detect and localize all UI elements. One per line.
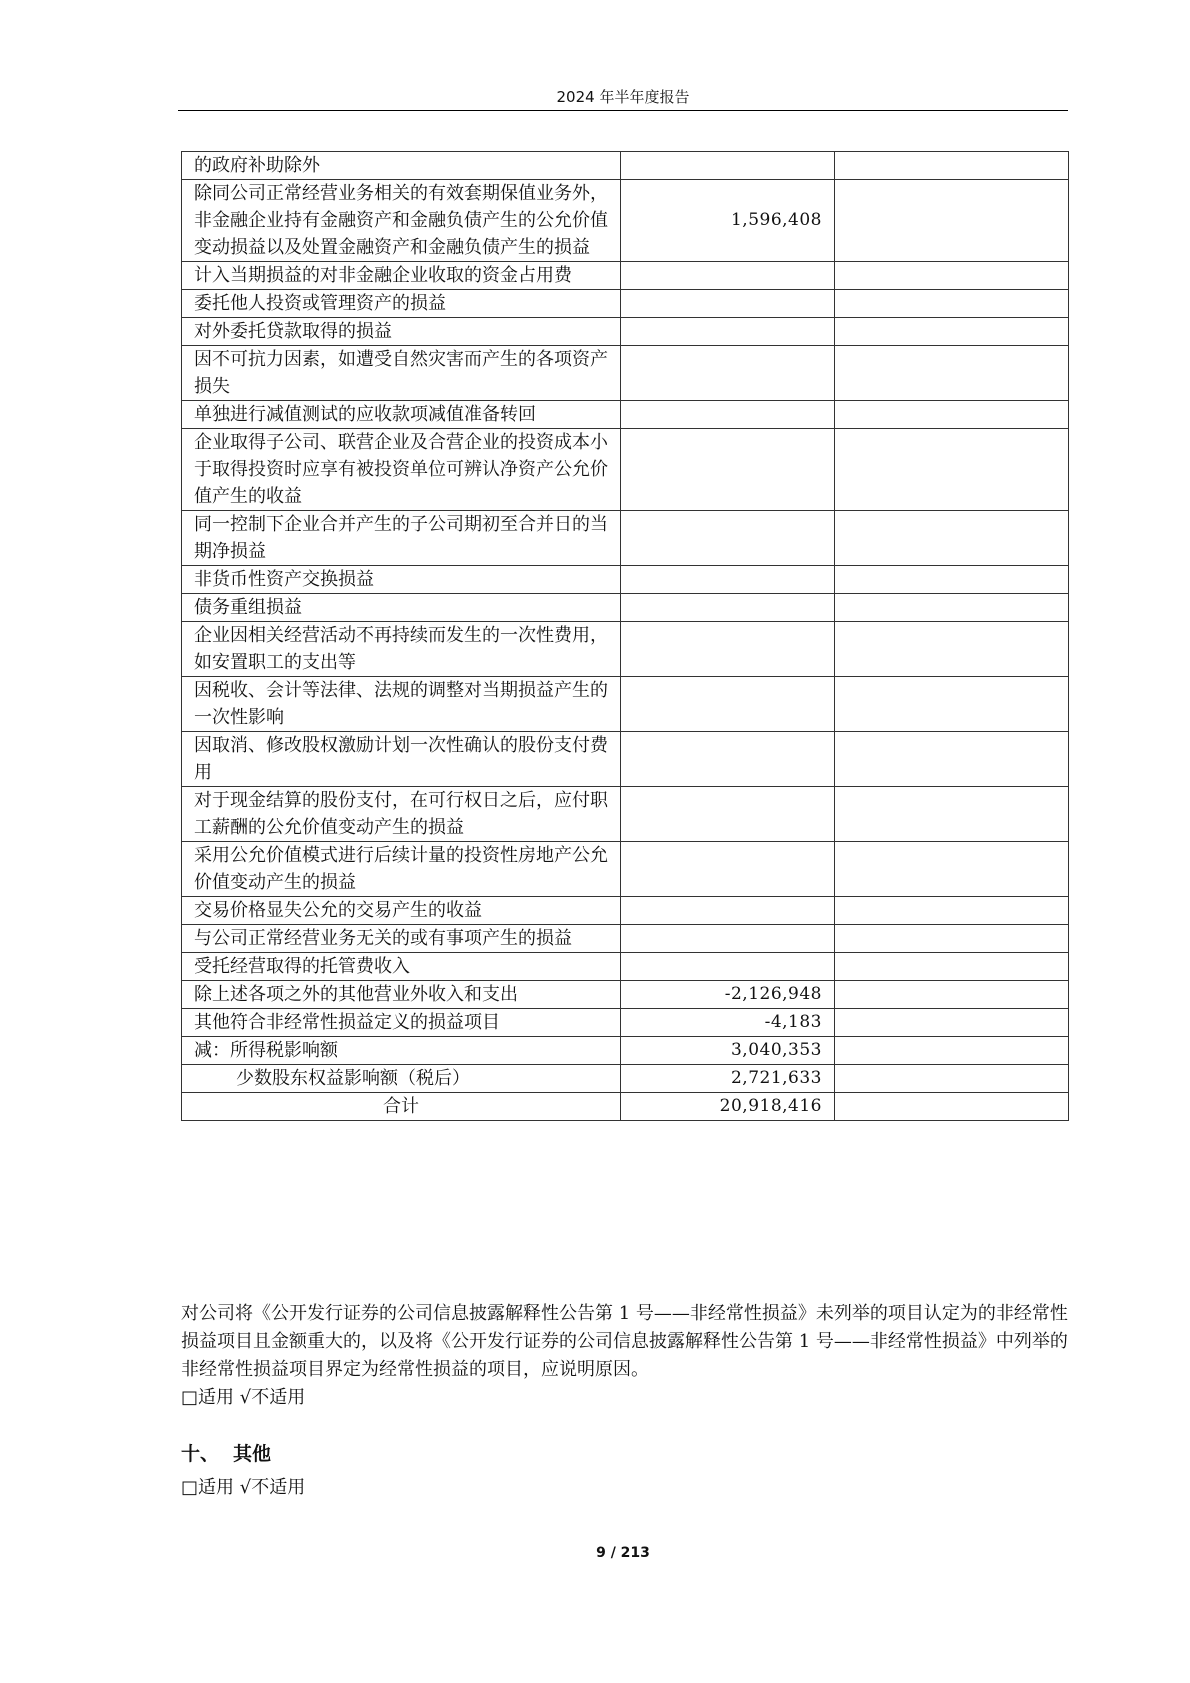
item-amount: 3,040,353 (621, 1037, 835, 1065)
total-amount: 20,918,416 (621, 1093, 835, 1121)
item-label: 采用公允价值模式进行后续计量的投资性房地产公允价值变动产生的损益 (182, 842, 621, 897)
item-note (835, 1065, 1069, 1093)
item-amount: 1,596,408 (621, 180, 835, 262)
item-note (835, 152, 1069, 180)
item-amount (621, 262, 835, 290)
table-row (182, 1065, 1069, 1093)
table-row (182, 787, 1069, 842)
table-row (182, 953, 1069, 981)
item-note (835, 732, 1069, 787)
item-label: 因取消、修改股权激励计划一次性确认的股份支付费用 (182, 732, 621, 787)
item-label: 受托经营取得的托管费收入 (182, 953, 621, 981)
table-row (182, 981, 1069, 1009)
item-amount (621, 152, 835, 180)
item-amount: 2,721,633 (621, 1065, 835, 1093)
item-label: 与公司正常经营业务无关的或有事项产生的损益 (182, 925, 621, 953)
table-row (182, 401, 1069, 429)
table-row (182, 262, 1069, 290)
item-note (835, 677, 1069, 732)
item-note (835, 981, 1069, 1009)
item-label: 因不可抗力因素，如遭受自然灾害而产生的各项资产损失 (182, 346, 621, 401)
table-row (182, 1037, 1069, 1065)
item-label: 交易价格显失公允的交易产生的收益 (182, 897, 621, 925)
item-note (835, 401, 1069, 429)
item-label: 少数股东权益影响额（税后） (182, 1065, 621, 1093)
explanation-text: 对公司将《公开发行证券的公司信息披露解释性公告第 1 号——非经常性损益》未列举的项目认定为的非经常性损益项目且金额重大的，以及将《公开发行证券的公司信息披露解释性公告第 1 号——非经常性损益》中列举的非经常性损益项目界定为经常性损益的项目，应说明原因。 (181, 1303, 1068, 1380)
item-amount (621, 346, 835, 401)
item-amount (621, 732, 835, 787)
item-note (835, 925, 1069, 953)
item-label: 非货币性资产交换损益 (182, 566, 621, 594)
item-note (835, 180, 1069, 262)
item-label: 因税收、会计等法律、法规的调整对当期损益产生的一次性影响 (182, 677, 621, 732)
table-row (182, 346, 1069, 401)
item-label: 除上述各项之外的其他营业外收入和支出 (182, 981, 621, 1009)
page-number: 9 / 213 (596, 1545, 650, 1561)
item-label: 债务重组损益 (182, 594, 621, 622)
table-row (182, 290, 1069, 318)
header-divider (178, 110, 1068, 111)
item-amount (621, 897, 835, 925)
applicable-status: □适用 √不适用 (181, 1387, 306, 1408)
item-note (835, 346, 1069, 401)
item-note (835, 290, 1069, 318)
item-amount: -2,126,948 (621, 981, 835, 1009)
item-amount (621, 925, 835, 953)
item-amount (621, 842, 835, 897)
table-row (182, 925, 1069, 953)
item-amount: -4,183 (621, 1009, 835, 1037)
item-amount (621, 677, 835, 732)
section-title: 其他 (233, 1443, 272, 1465)
item-note (835, 1009, 1069, 1037)
item-note (835, 897, 1069, 925)
item-label: 委托他人投资或管理资产的损益 (182, 290, 621, 318)
table-row (182, 318, 1069, 346)
table-row (182, 677, 1069, 732)
item-amount (621, 594, 835, 622)
item-note (835, 511, 1069, 566)
item-note (835, 594, 1069, 622)
item-note (835, 1093, 1069, 1121)
item-label: 对外委托贷款取得的损益 (182, 318, 621, 346)
table-row (182, 622, 1069, 677)
item-amount (621, 787, 835, 842)
total-label: 合计 (182, 1093, 621, 1121)
item-label: 其他符合非经常性损益定义的损益项目 (182, 1009, 621, 1037)
table-row (182, 897, 1069, 925)
table-row (182, 429, 1069, 511)
item-label: 企业取得子公司、联营企业及合营企业的投资成本小于取得投资时应享有被投资单位可辨认净资产公允价值产生的收益 (182, 429, 621, 511)
item-label: 对于现金结算的股份支付，在可行权日之后，应付职工薪酬的公允价值变动产生的损益 (182, 787, 621, 842)
item-note (835, 953, 1069, 981)
item-label: 减：所得税影响额 (182, 1037, 621, 1065)
item-note (835, 262, 1069, 290)
item-note (835, 622, 1069, 677)
table-row (182, 732, 1069, 787)
item-label: 计入当期损益的对非金融企业收取的资金占用费 (182, 262, 621, 290)
table-row (182, 180, 1069, 262)
item-note (835, 787, 1069, 842)
item-amount (621, 401, 835, 429)
item-note (835, 429, 1069, 511)
item-note (835, 566, 1069, 594)
item-amount (621, 318, 835, 346)
item-amount (621, 953, 835, 981)
table-row (182, 152, 1069, 180)
table-row (182, 594, 1069, 622)
item-amount (621, 429, 835, 511)
table-row (182, 1009, 1069, 1037)
section-applicable-status: □适用 √不适用 (181, 1477, 306, 1498)
table-row (182, 511, 1069, 566)
item-label: 企业因相关经营活动不再持续而发生的一次性费用，如安置职工的支出等 (182, 622, 621, 677)
item-label: 单独进行减值测试的应收款项减值准备转回 (182, 401, 621, 429)
item-note (835, 318, 1069, 346)
table-row (182, 566, 1069, 594)
section-heading (181, 1440, 1071, 1468)
item-amount (621, 622, 835, 677)
item-amount (621, 290, 835, 318)
item-label: 的政府补助除外 (182, 152, 621, 180)
table-row-total (182, 1093, 1069, 1121)
item-amount (621, 511, 835, 566)
item-amount (621, 566, 835, 594)
non-recurring-items-table (181, 151, 1069, 1121)
item-note (835, 842, 1069, 897)
table-row (182, 842, 1069, 897)
item-label: 同一控制下企业合并产生的子公司期初至合并日的当期净损益 (182, 511, 621, 566)
item-note (835, 1037, 1069, 1065)
page-header: 2024 年半年度报告 (556, 88, 690, 106)
explanation-paragraph (181, 1300, 1071, 1412)
section-number: 十、 (181, 1443, 220, 1465)
item-label: 除同公司正常经营业务相关的有效套期保值业务外，非金融企业持有金融资产和金融负债产生的公允价值变动损益以及处置金融资产和金融负债产生的损益 (182, 180, 621, 262)
